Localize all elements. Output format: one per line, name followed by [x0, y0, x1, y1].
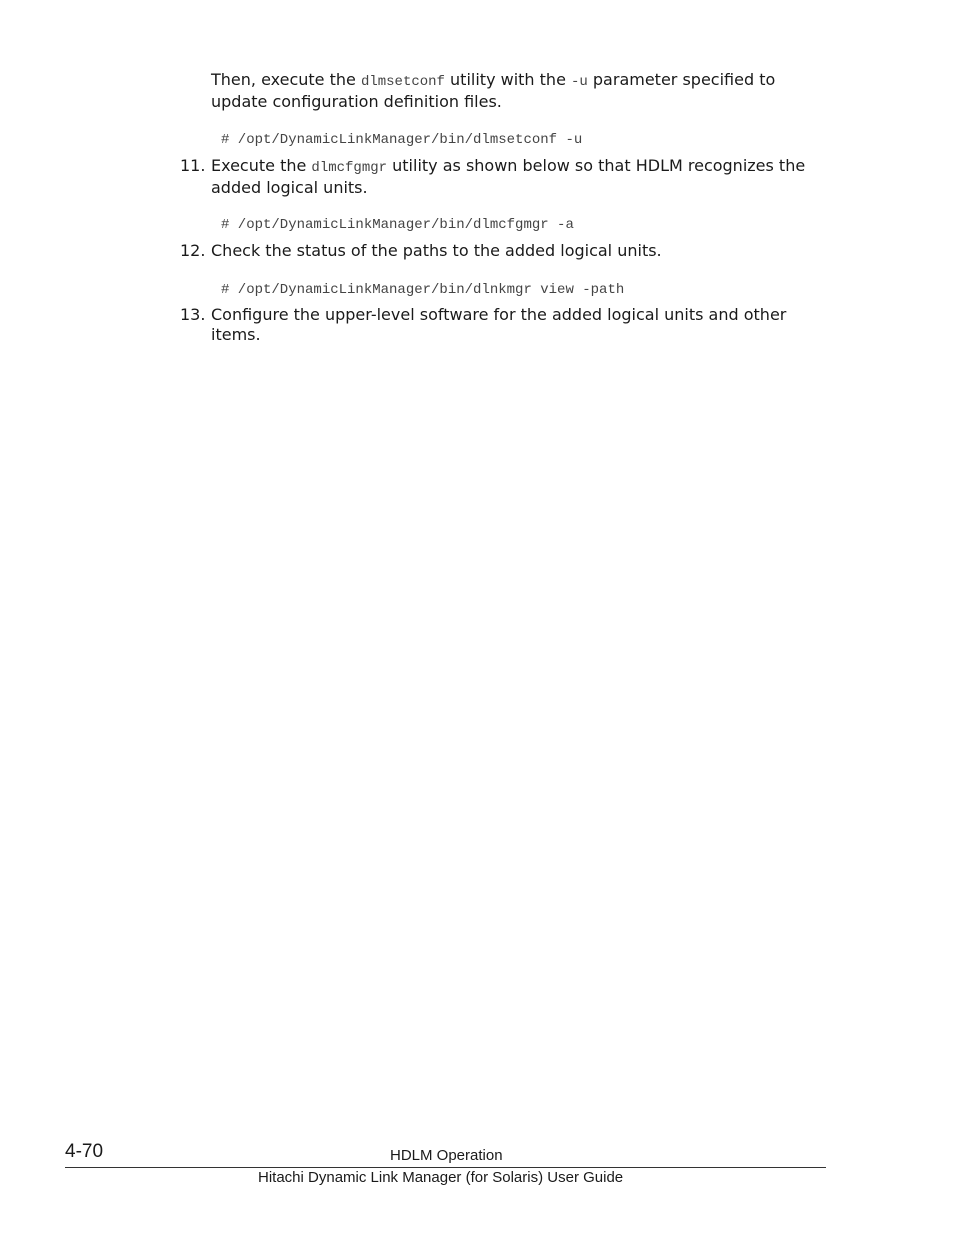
- footer-guide-title: Hitachi Dynamic Link Manager (for Solaris) User Guide: [258, 1169, 624, 1186]
- step-12-number: 12.: [180, 241, 206, 260]
- footer-divider: [65, 1167, 826, 1168]
- step-11-command: dlmcfgmgr: [311, 160, 388, 176]
- code-dlnkmgr-view: # /opt/DynamicLinkManager/bin/dlnkmgr view -path: [221, 282, 625, 298]
- step-12-text: Check the status of the paths to the added logical units.: [211, 241, 662, 260]
- intro-text-before: Then, execute the: [211, 70, 361, 89]
- intro-text-middle: utility with the: [444, 70, 571, 89]
- code-dlmcfgmgr: # /opt/DynamicLinkManager/bin/dlmcfgmgr -a: [221, 217, 574, 233]
- step-11-number: 11.: [180, 156, 206, 175]
- intro-command: dlmsetconf: [360, 74, 445, 90]
- step-13-text: Configure the upper-level software for the added logical units and other items.: [211, 305, 787, 344]
- step-11-text-after: utility as shown below so that HDLM recognizes the added logical units.: [211, 156, 806, 197]
- step-11-text: [211, 156, 811, 198]
- intro-paragraph: [211, 70, 811, 112]
- footer-section-title: HDLM Operation: [390, 1147, 503, 1164]
- step-13-number: 13.: [180, 305, 206, 324]
- footer-page-number: 4-70: [65, 1141, 104, 1162]
- code-dlmsetconf: # /opt/DynamicLinkManager/bin/dlmsetconf -u: [221, 132, 583, 148]
- intro-text-after: parameter specified to update configuration definition files.: [211, 70, 776, 111]
- intro-parameter: -u: [571, 74, 588, 90]
- step-11-text-before: Execute the: [211, 156, 312, 175]
